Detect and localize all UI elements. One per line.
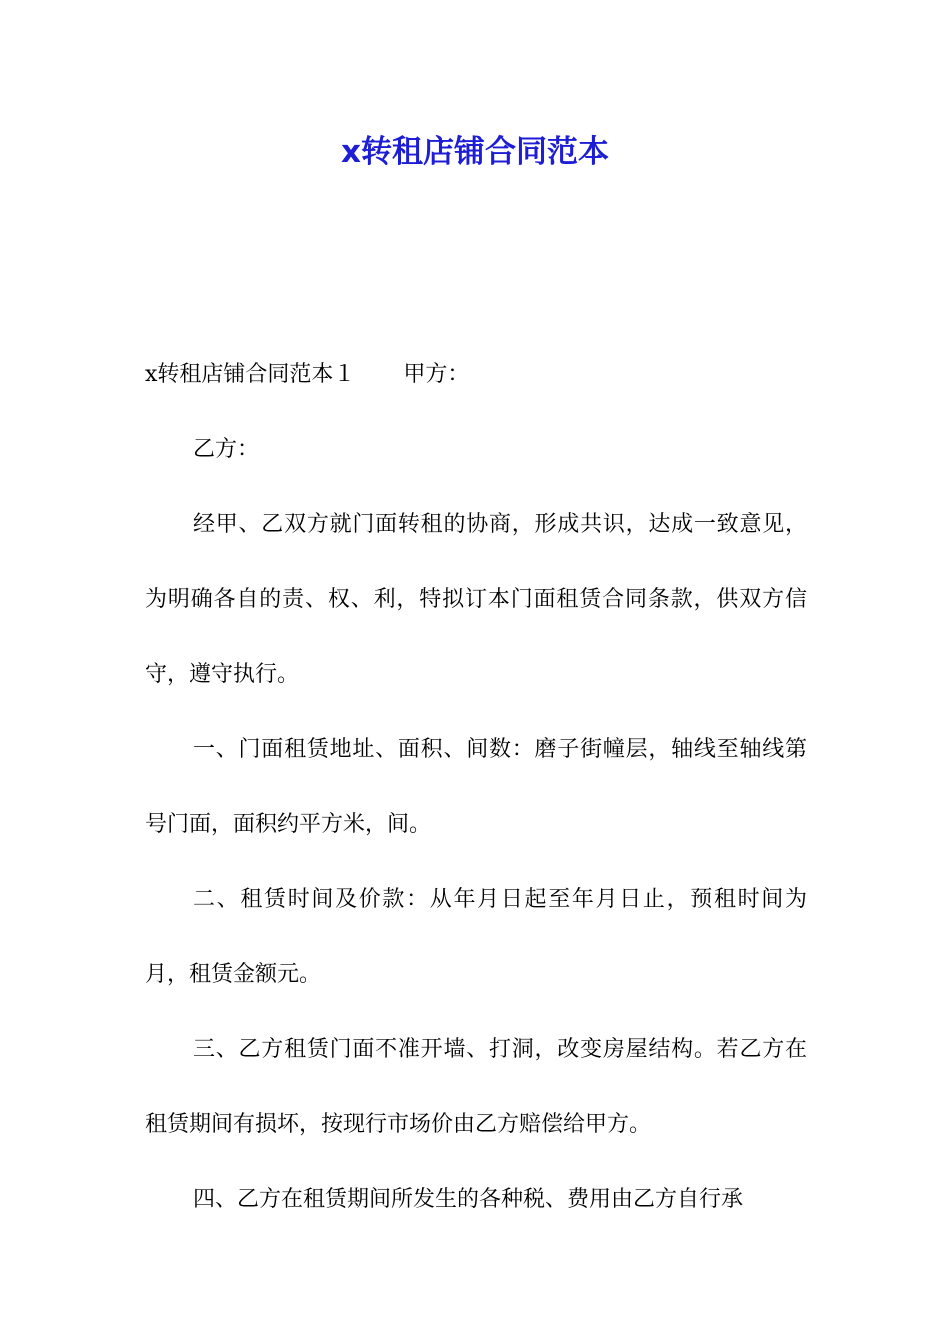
clause-4-paragraph: 四、乙方在租赁期间所发生的各种税、费用由乙方自行承 <box>193 1187 744 1212</box>
party-b-paragraph: 乙方： <box>193 437 260 462</box>
document-body <box>145 337 807 1237</box>
contract-label: x转租店铺合同范本１ <box>145 362 356 387</box>
heading-line <box>145 337 807 412</box>
clause-3-paragraph: 三、乙方租赁门面不准开墙、打洞，改变房屋结构。若乙方在租赁期间有损坏，按现行市场价由乙方赔偿给甲方。 <box>145 1037 807 1137</box>
intro-paragraph: 经甲、乙双方就门面转租的协商，形成共识，达成一致意见，为明确各自的责、权、利，特拟订本门面租赁合同条款，供双方信守，遵守执行。 <box>145 512 807 687</box>
document-title: x转租店铺合同范本 <box>341 134 609 170</box>
clause-2-paragraph: 二、租赁时间及价款：从年月日起至年月日止，预租时间为月，租赁金额元。 <box>145 887 807 987</box>
party-a-label: 甲方： <box>403 362 470 387</box>
clause-1-paragraph: 一、门面租赁地址、面积、间数：磨子街幢层，轴线至轴线第号门面，面积约平方米，间。 <box>145 737 807 837</box>
